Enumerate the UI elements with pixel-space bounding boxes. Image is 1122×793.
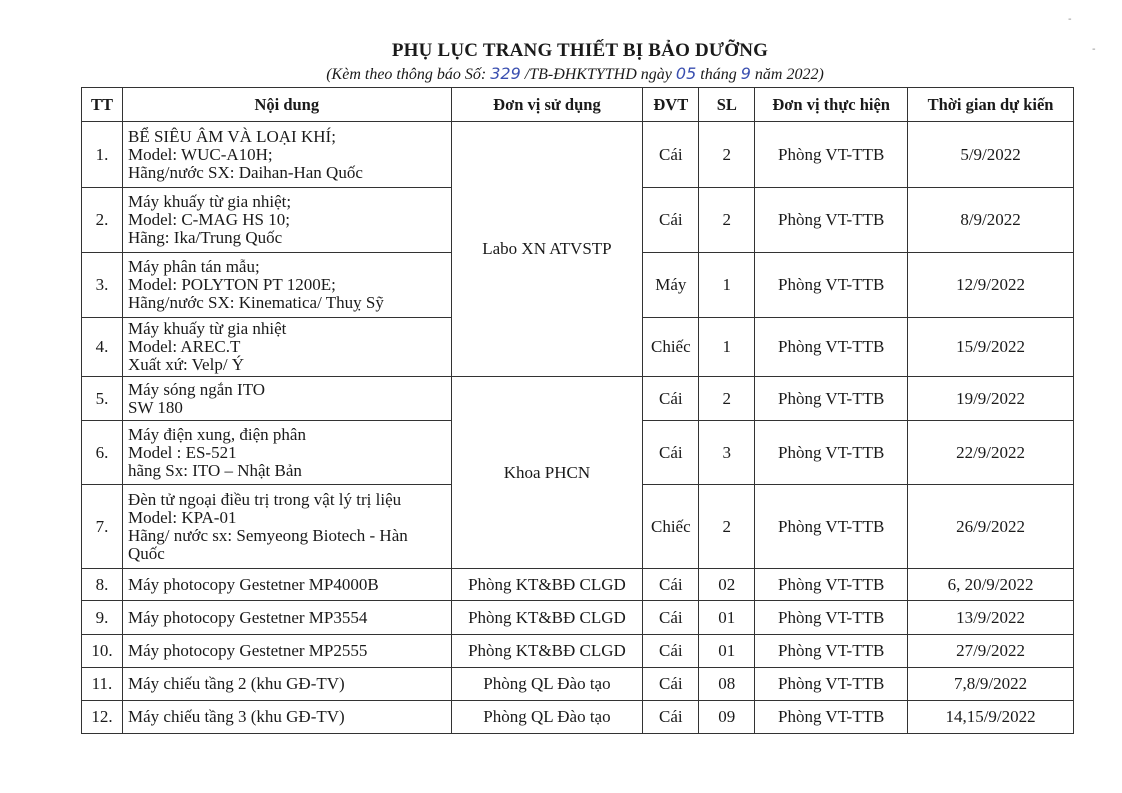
header-sl: SL <box>699 88 755 122</box>
cell-thoi-gian: 19/9/2022 <box>908 377 1074 421</box>
cell-don-vi-thuc-hien: Phòng VT-TTB <box>755 635 908 668</box>
content-line: hãng Sx: ITO – Nhật Bản <box>127 460 302 480</box>
cell-don-vi-thuc-hien: Phòng VT-TTB <box>755 421 908 485</box>
header-don-vi-thuc-hien: Đơn vị thực hiện <box>755 88 908 122</box>
content-line: Máy khuấy từ gia nhiệt <box>127 319 287 338</box>
cell-don-vi-thuc-hien: Phòng VT-TTB <box>755 569 908 601</box>
cell-thoi-gian: 7,8/9/2022 <box>908 668 1074 701</box>
content-line: Máy phân tán mẫu; <box>127 257 260 276</box>
cell-don-vi-su-dung: Labo XN ATVSTP <box>451 122 643 377</box>
cell-thoi-gian: 8/9/2022 <box>908 188 1074 253</box>
cell-tt: 5. <box>82 377 123 421</box>
page-title: PHỤ LỤC TRANG THIẾT BỊ BẢO DƯỠNG <box>391 40 769 61</box>
cell-thoi-gian: 22/9/2022 <box>908 421 1074 485</box>
cell-tt: 1. <box>82 122 123 188</box>
cell-dvt: Máy <box>643 253 699 318</box>
scan-mark: - <box>1068 14 1072 25</box>
cell-sl: 3 <box>699 421 755 485</box>
cell-thoi-gian: 27/9/2022 <box>908 635 1074 668</box>
cell-dvt: Cái <box>643 668 699 701</box>
cell-tt: 11. <box>82 668 123 701</box>
content-line: Model: C-MAG HS 10; <box>127 210 290 229</box>
cell-tt: 2. <box>82 188 123 253</box>
subtitle-suffix: năm 2022) <box>750 66 824 83</box>
cell-dvt: Chiếc <box>643 318 699 377</box>
cell-thoi-gian: 6, 20/9/2022 <box>908 569 1074 601</box>
table-row <box>82 377 1074 421</box>
cell-don-vi-thuc-hien: Phòng VT-TTB <box>755 668 908 701</box>
content-line: BỂ SIÊU ÂM VÀ LOẠI KHÍ; <box>127 126 336 146</box>
subtitle-mid: /TB-ĐHKTYTHD ngày <box>520 66 676 83</box>
cell-thoi-gian: 14,15/9/2022 <box>908 701 1074 734</box>
table-row <box>82 569 1074 601</box>
cell-dvt: Chiếc <box>643 485 699 569</box>
subtitle-prefix: (Kèm theo thông báo Số: <box>326 66 491 83</box>
cell-noi-dung <box>122 253 451 318</box>
equipment-table <box>81 87 1074 734</box>
cell-dvt: Cái <box>643 701 699 734</box>
cell-don-vi-thuc-hien: Phòng VT-TTB <box>755 377 908 421</box>
content-line: Model: POLYTON PT 1200E; <box>127 275 336 294</box>
table-row <box>82 668 1074 701</box>
cell-don-vi-su-dung: Phòng KT&BĐ CLGD <box>451 601 643 635</box>
content-line: Hãng/nước SX: Daihan-Han Quốc <box>127 162 363 182</box>
cell-thoi-gian: 13/9/2022 <box>908 601 1074 635</box>
cell-don-vi-su-dung: Phòng QL Đào tạo <box>451 668 643 701</box>
header-dvt: ĐVT <box>643 88 699 122</box>
header-don-vi-su-dung: Đơn vị sử dụng <box>451 88 643 122</box>
table-row <box>82 122 1074 188</box>
cell-sl: 09 <box>699 701 755 734</box>
content-line: SW 180 <box>127 397 183 417</box>
cell-noi-dung: Máy photocopy Gestetner MP4000B <box>122 569 451 601</box>
content-line: Model: AREC.T <box>127 337 241 356</box>
content-line: Quốc <box>127 543 165 563</box>
cell-dvt: Cái <box>643 377 699 421</box>
cell-tt: 9. <box>82 601 123 635</box>
cell-don-vi-su-dung: Phòng KT&BĐ CLGD <box>451 635 643 668</box>
document-day: 05 <box>675 64 697 83</box>
cell-noi-dung <box>122 485 451 569</box>
cell-don-vi-su-dung: Khoa PHCN <box>451 377 643 569</box>
cell-sl: 1 <box>699 253 755 318</box>
content-line: Model : ES-521 <box>127 442 237 462</box>
header-tt: TT <box>82 88 123 122</box>
cell-tt: 12. <box>82 701 123 734</box>
cell-don-vi-thuc-hien: Phòng VT-TTB <box>755 188 908 253</box>
cell-thoi-gian: 12/9/2022 <box>908 253 1074 318</box>
cell-don-vi-thuc-hien: Phòng VT-TTB <box>755 601 908 635</box>
cell-noi-dung: Máy chiếu tầng 3 (khu GĐ-TV) <box>122 701 451 734</box>
cell-sl: 02 <box>699 569 755 601</box>
cell-dvt: Cái <box>643 122 699 188</box>
cell-tt: 7. <box>82 485 123 569</box>
table-header-row <box>82 88 1074 122</box>
cell-tt: 3. <box>82 253 123 318</box>
table-row <box>82 701 1074 734</box>
cell-dvt: Cái <box>643 569 699 601</box>
table-row <box>82 601 1074 635</box>
header-thoi-gian: Thời gian dự kiến <box>908 88 1074 122</box>
header-noi-dung: Nội dung <box>122 88 451 122</box>
cell-sl: 08 <box>699 668 755 701</box>
cell-sl: 2 <box>699 188 755 253</box>
cell-noi-dung: Máy chiếu tầng 2 (khu GĐ-TV) <box>122 668 451 701</box>
table-row <box>82 635 1074 668</box>
cell-sl: 01 <box>699 601 755 635</box>
cell-noi-dung: Máy photocopy Gestetner MP2555 <box>122 635 451 668</box>
cell-thoi-gian: 26/9/2022 <box>908 485 1074 569</box>
content-line: Xuất xứ: Velp/ Ý <box>127 355 245 374</box>
cell-noi-dung <box>122 377 451 421</box>
content-line: Đèn tử ngoại điều trị trong vật lý trị liệu <box>127 489 402 509</box>
content-line: Máy khuấy từ gia nhiệt; <box>127 192 292 211</box>
cell-sl: 2 <box>699 485 755 569</box>
cell-sl: 2 <box>699 122 755 188</box>
cell-don-vi-su-dung: Phòng QL Đào tạo <box>451 701 643 734</box>
cell-dvt: Cái <box>643 188 699 253</box>
cell-noi-dung <box>122 318 451 377</box>
content-line: Máy sóng ngắn ITO <box>127 379 266 399</box>
cell-don-vi-thuc-hien: Phòng VT-TTB <box>755 318 908 377</box>
content-line: Hãng/nước SX: Kinematica/ Thuỵ Sỹ <box>127 293 384 312</box>
cell-dvt: Cái <box>643 421 699 485</box>
document-number: 329 <box>490 64 521 83</box>
content-line: Model: KPA-01 <box>127 507 237 527</box>
content-line: Model: WUC-A10H; <box>127 144 273 164</box>
cell-don-vi-thuc-hien: Phòng VT-TTB <box>755 253 908 318</box>
cell-don-vi-thuc-hien: Phòng VT-TTB <box>755 701 908 734</box>
content-line: Máy điện xung, điện phân <box>127 424 306 444</box>
cell-noi-dung <box>122 188 451 253</box>
cell-don-vi-thuc-hien: Phòng VT-TTB <box>755 485 908 569</box>
cell-thoi-gian: 5/9/2022 <box>908 122 1074 188</box>
subtitle-month-label: tháng <box>696 66 741 83</box>
cell-tt: 10. <box>82 635 123 668</box>
cell-tt: 8. <box>82 569 123 601</box>
cell-sl: 2 <box>699 377 755 421</box>
cell-dvt: Cái <box>643 601 699 635</box>
content-line: Hãng: Ika/Trung Quốc <box>127 228 283 247</box>
page-subtitle <box>0 64 1122 84</box>
cell-noi-dung <box>122 421 451 485</box>
cell-sl: 01 <box>699 635 755 668</box>
scan-mark: - <box>1092 44 1096 55</box>
cell-thoi-gian: 15/9/2022 <box>908 318 1074 377</box>
cell-don-vi-thuc-hien: Phòng VT-TTB <box>755 122 908 188</box>
cell-noi-dung <box>122 122 451 188</box>
cell-dvt: Cái <box>643 635 699 668</box>
cell-tt: 4. <box>82 318 123 377</box>
content-line: Hãng/ nước sx: Semyeong Biotech - Hàn <box>127 525 408 545</box>
cell-tt: 6. <box>82 421 123 485</box>
cell-sl: 1 <box>699 318 755 377</box>
cell-don-vi-su-dung: Phòng KT&BĐ CLGD <box>451 569 643 601</box>
cell-noi-dung: Máy photocopy Gestetner MP3554 <box>122 601 451 635</box>
document-month: 9 <box>740 64 751 83</box>
